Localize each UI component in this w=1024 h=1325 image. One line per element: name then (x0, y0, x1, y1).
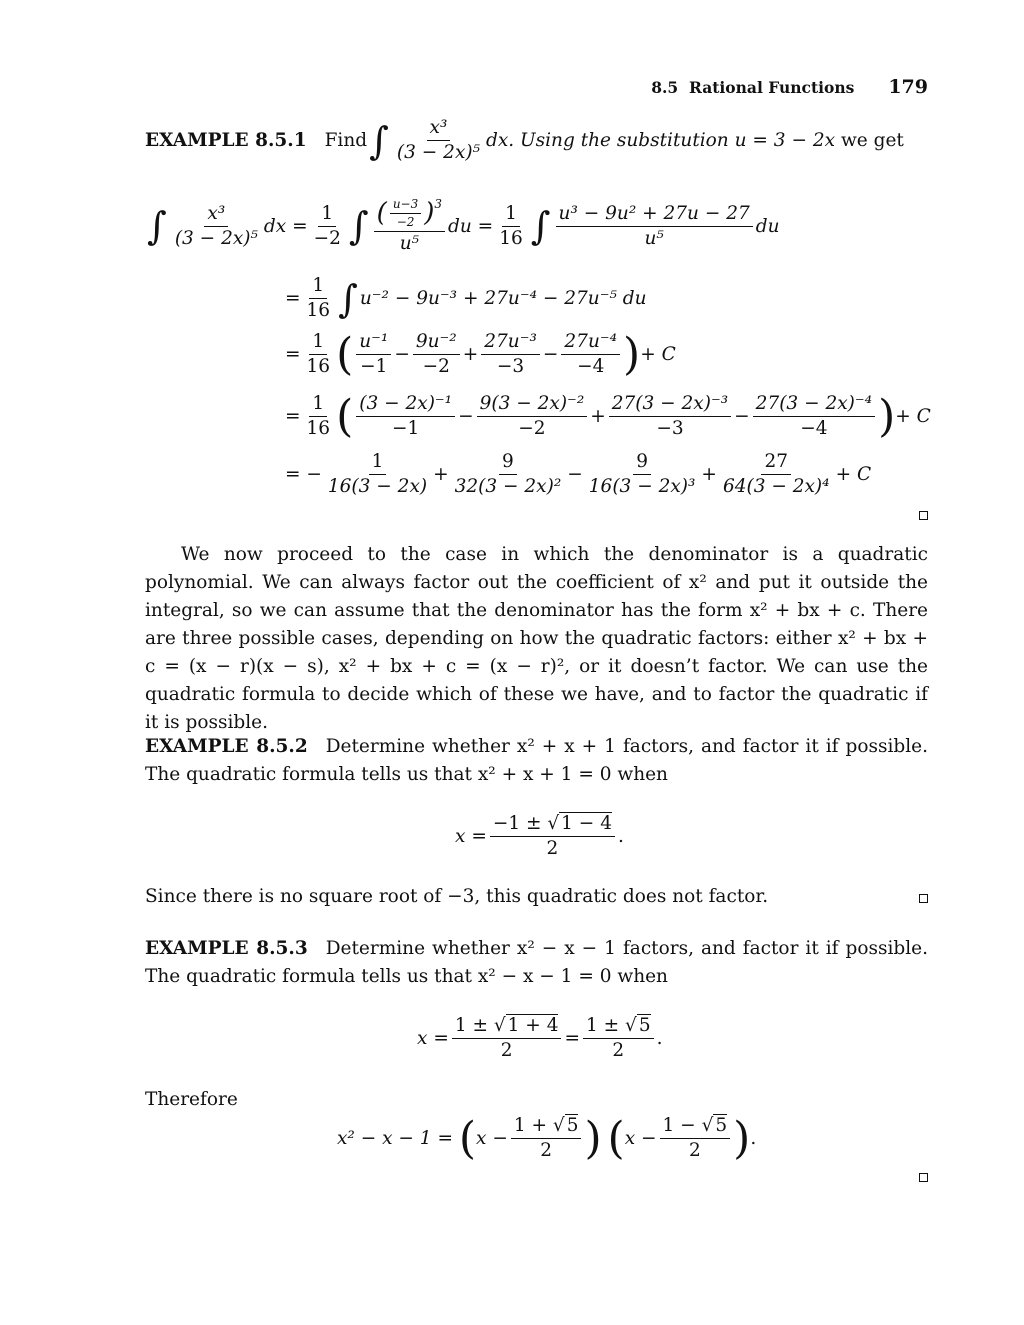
example-8-5-2-equation: x = $\frac{-1 \pm √ 1 - 4}{2}$ . (455, 813, 624, 860)
substitution: u = 3 − 2x (734, 130, 836, 152)
page-number: 179 (888, 76, 928, 98)
inner-fraction: ( $\frac{u-3}{-2}$ ) $^3$ u⁵ (374, 198, 445, 255)
derivation-line-3: = $\frac{1}{16}$ ( $\frac{\text{u⁻¹}}{-1}$ − $\frac{\text{9u⁻²}}{-2}$ + $\frac{\text{27u⁻³}}{-3}$ − $\frac{\text{27u⁻⁴}}{-4}$ ) + C (285, 328, 676, 380)
derivation-line-1: ∫ $\frac{\text{x³}}{\text{(3 − 2x)⁵}}$ dx = $\frac{1}{-2}$ ∫ ( $\frac{u-3}{-2}$ ) $^3$ u⁵ du = $\frac{1}{16}$ ∫ $\frac{\text{u³ − 9u² + 27u − 27}}{\text{u⁵}}$ du (147, 197, 780, 255)
example-label: EXAMPLE 8.5.1 (145, 130, 307, 152)
qed-box (919, 511, 928, 520)
derivation-line-2: = $\frac{1}{16}$ ∫ u⁻² − 9u⁻³ + 27u⁻⁴ − 27u⁻⁵ du (285, 275, 647, 322)
example-8-5-3-equation: x = $\frac{1 \pm √ 1 + 4}{2}$ = $\frac{1 \pm √ 5}{2}$ . (417, 1015, 663, 1062)
tail-text: we get (840, 130, 904, 152)
example-text: Determine whether x² − x − 1 factors, and factor it if possible. The quadratic formula tells us that x² − x − 1 = 0 when (145, 938, 928, 987)
section-title: 8.5 Rational Functions (651, 78, 855, 97)
example-label: EXAMPLE 8.5.2 (145, 736, 308, 757)
example-8-5-1-intro: EXAMPLE 8.5.1 Find ∫ $\frac{\text{x³}}{\text{(3 − 2x)⁵}}$ dx. Using the substitution u = 3 − 2x we get (145, 117, 904, 164)
dx-text: dx. Using the substitution (486, 130, 729, 152)
integrand-fraction: $\frac{\text{x³}}{\text{(3 − 2x)⁵}}$ (396, 117, 481, 164)
running-head (651, 76, 928, 98)
therefore-text: Therefore (145, 1089, 238, 1110)
qed-box (919, 1173, 928, 1182)
qed-box (919, 894, 928, 903)
body-paragraph: We now proceed to the case in which the denominator is a quadratic polynomial. We can always factor out the coefficient of x² and put it outside the integral, so we can assume that the denominator has the form x² + bx + c. There are three possible cases, depending on how the quadratic factors: either x² + bx + c = (x − r)(x − s), x² + bx + c = (x − r)², or it doesn’t factor. We can use the quadratic formula to decide which of these we have, and to factor the quadratic if it is possible. (145, 544, 928, 733)
example-label: EXAMPLE 8.5.3 (145, 938, 308, 959)
example-text: Determine whether x² + x + 1 factors, and factor it if possible. The quadratic formula tells us that x² + x + 1 = 0 when (145, 736, 928, 785)
example-8-5-2-conclusion: Since there is no square root of −3, this quadratic does not factor. (145, 886, 769, 907)
example-8-5-2 (145, 733, 928, 789)
factorization-equation: x² − x − 1 = ( x − $\frac{1 + √ 5}{2}$ ) ( x − $\frac{1 - √ 5}{2}$ ) . (337, 1112, 757, 1164)
find-word: Find (324, 130, 368, 152)
derivation-line-4: = $\frac{1}{16}$ ( $\frac{\text{(3 − 2x)⁻¹}}{-1}$ − $\frac{\text{9(3 − 2x)⁻²}}{-2}$ + $\frac{\text{27(3 − 2x)⁻³}}{-3}$ − $\frac{\text{27(3 − 2x)⁻⁴}}{-4}$ ) + C (285, 390, 931, 442)
derivation-line-5: = − $\frac{1}{16(3 - 2x)}$ + $\frac{9}{\text{32(3 − 2x)²}}$ − $\frac{9}{\text{16(3 − 2x)³}}$ + $\frac{27}{\text{64(3 − 2x)⁴}}$ + C (285, 451, 872, 498)
example-8-5-3 (145, 935, 928, 991)
